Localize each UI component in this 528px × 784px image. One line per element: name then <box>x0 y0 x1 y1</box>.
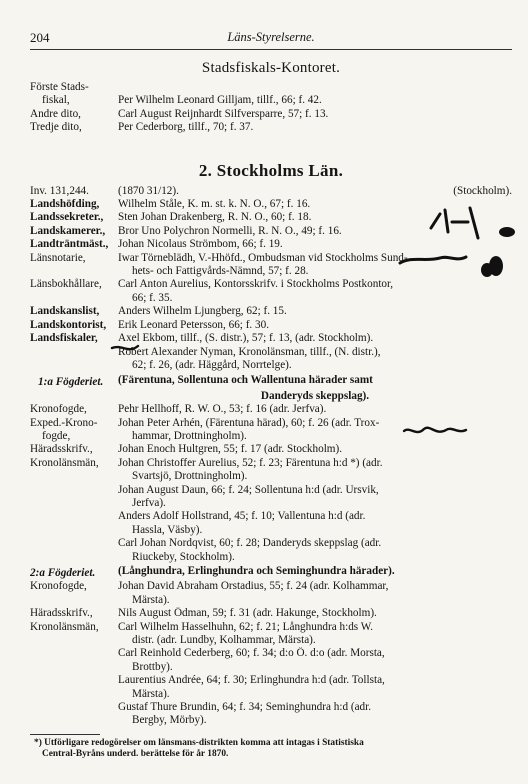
list-item <box>30 714 512 727</box>
document-page <box>30 30 512 760</box>
list-item <box>30 198 512 211</box>
footnote-rule <box>30 734 100 735</box>
list-item <box>30 81 512 94</box>
entry-label: Kronolänsmän, <box>30 620 99 633</box>
entry-label <box>30 510 118 523</box>
entry-text: Anders Adolf Hollstrand, 45; f. 10; Vallentuna h:d (adr. <box>118 510 366 523</box>
entry-label <box>30 594 118 607</box>
entry-label: Länsbokhållare, <box>30 278 102 291</box>
entry-label: Landsfiskaler, <box>30 332 98 345</box>
list-item <box>30 647 512 660</box>
list-item <box>30 430 512 443</box>
inventory-values <box>118 185 512 198</box>
entry-label: Förste Stads- <box>30 81 89 93</box>
entry-text: Riuckeby, Stockholm). <box>132 550 235 563</box>
fogderi1-districts: (Färentuna, Sollentuna och Wallentuna härader samt <box>118 374 373 387</box>
entry-text: Johan Peter Arhén, (Färentuna härad), 60; f. 26 (adr. Trox- <box>118 416 380 429</box>
entry-label <box>30 484 118 497</box>
entry-label <box>30 674 118 687</box>
entry-label <box>30 470 118 483</box>
list-item <box>30 278 512 291</box>
entry-text: Gustaf Thure Brundin, 64; f. 34; Seminghundra h:d (adr. <box>118 701 372 714</box>
entry-label <box>30 359 118 372</box>
list-item <box>30 457 512 470</box>
footnote-line-2: Central-Byråns underd. berättelse för år 1870. <box>42 748 229 759</box>
entry-text: Johan August Daun, 66; f. 24; Sollentuna h:d (adr. Ursvik, <box>118 483 379 496</box>
stockholms-lan-list <box>30 198 512 372</box>
list-item <box>30 121 512 134</box>
entry-text: Axel Ekbom, tillf., (S. distr.), 57; f. 13, (adr. Stockholm). <box>118 332 374 345</box>
section-title-stadsfiskal: Stadsfiskals-Kontoret. <box>201 60 341 76</box>
list-item <box>30 252 512 265</box>
entry-text: 66; f. 35. <box>132 291 173 304</box>
entry-text: Märsta). <box>132 593 170 606</box>
list-item <box>30 417 512 430</box>
entry-label: fogde, <box>42 429 71 442</box>
entry-label: Landssekreter., <box>30 211 104 224</box>
entry-text: Nils August Ödman, 59; f. 31 (adr. Hakunge, Stockholm). <box>118 607 377 620</box>
entry-text: Johan David Abraham Orstadius, 55; f. 24 (adr. Kolhammar, <box>118 580 389 593</box>
list-item <box>30 359 512 372</box>
entry-text: Erik Leonard Petersson, 66; f. 30. <box>118 318 269 331</box>
entry-label <box>30 524 118 537</box>
entry-label: Landshöfding, <box>30 198 100 211</box>
entry-label <box>30 647 118 660</box>
entry-label <box>30 701 118 714</box>
entry-text: Carl August Reijnhardt Silfversparre, 57; f. 13. <box>118 107 329 120</box>
page-number: 204 <box>30 30 50 45</box>
fogderi1-title: 1:a Fögderiet. <box>38 376 104 389</box>
entry-text: Johan Christoffer Aurelius, 52; f. 23; Färentuna h:d *) (adr. <box>118 456 383 469</box>
entry-label: Häradsskrifv., <box>30 443 93 456</box>
fogderi1-districts-cont: Danderyds skeppslag). <box>260 389 370 402</box>
stadsfiskal-list <box>30 81 512 135</box>
fogderi2-heading <box>30 565 512 580</box>
entry-text: Anders Wilhelm Ljungberg, 62; f. 15. <box>118 305 287 318</box>
list-item <box>30 510 512 523</box>
entry-text: hets- och Fattigvårds-Nämnd, 57; f. 28. <box>132 265 309 278</box>
section-title-stockholms-lan: 2. Stockholms Län. <box>198 160 344 180</box>
inventory-label: Inv. 131,244. <box>30 184 89 197</box>
entry-label <box>30 537 118 550</box>
entry-text: Carl Wilhelm Hasselhuhn, 62; f. 21; Långhundra h:ds W. <box>118 620 374 633</box>
entry-text: Carl Johan Nordqvist, 60; f. 28; Danderyds skeppslag (adr. <box>118 537 382 550</box>
entry-label: Landskontorist, <box>30 318 107 331</box>
list-item <box>30 621 512 634</box>
list-item <box>30 701 512 714</box>
list-item <box>30 497 512 510</box>
list-item <box>30 403 512 416</box>
list-item <box>30 524 512 537</box>
entry-label <box>30 292 118 305</box>
footnote-line-1: *) Utförligare redogörelser om länsmans-distrikten komma att intagas i Statistiska <box>34 737 364 748</box>
entry-text: Sten Johan Drakenberg, R. N. O., 60; f. 18. <box>118 211 312 224</box>
fogderi2-title: 2:a Fögderiet. <box>30 567 96 579</box>
entry-label <box>30 714 118 727</box>
list-item <box>30 332 512 345</box>
list-item <box>30 94 512 107</box>
list-item <box>30 607 512 620</box>
running-header <box>30 30 512 46</box>
entry-text: Johan Nicolaus Strömbom, 66; f. 19. <box>118 238 283 251</box>
list-item <box>30 443 512 456</box>
entry-label: Exped.-Krono- <box>30 416 98 429</box>
entry-label: fiskal, <box>42 94 70 107</box>
entry-label: Andre dito, <box>30 107 81 120</box>
list-item <box>30 265 512 278</box>
fogderi2-list <box>30 580 512 727</box>
entry-text: Svartsjö, Drottningholm). <box>132 470 248 483</box>
entry-text: 62; f. 26, (adr. Häggård, Norrtelge). <box>132 358 292 371</box>
entry-label <box>30 688 118 701</box>
list-item <box>30 594 512 607</box>
inventory-date: (1870 31/12). <box>118 184 179 197</box>
entry-text: distr. (adr. Lundby, Kolhammar, Märsta). <box>132 634 316 647</box>
running-title: Läns-Styrelserne. <box>227 30 315 44</box>
list-item <box>30 470 512 483</box>
inventory-place: (Stockholm). <box>453 184 512 197</box>
entry-text: Brottby). <box>132 660 173 673</box>
entry-label: Landskanslist, <box>30 305 100 318</box>
entry-label: Tredje dito, <box>30 121 82 134</box>
list-item <box>30 108 512 121</box>
entry-text: Märsta). <box>132 687 170 700</box>
list-item <box>30 537 512 550</box>
entry-label <box>30 497 118 510</box>
list-item <box>30 661 512 674</box>
entry-label <box>30 551 118 564</box>
entry-text: Per Cederborg, tillf., 70; f. 37. <box>118 121 254 134</box>
list-item <box>30 225 512 238</box>
entry-text: Per Wilhelm Leonard Gilljam, tillf., 66; f. 42. <box>118 94 322 107</box>
entry-label <box>30 265 118 278</box>
entry-text <box>118 81 512 94</box>
fogderi1-heading <box>30 374 512 389</box>
entry-text: Iwar Törneblädh, V.-Hhöfd., Ombudsman vid Stockholms Sund- <box>118 251 408 264</box>
entry-text: Johan Enoch Hultgren, 55; f. 17 (adr. Stockholm). <box>118 443 343 456</box>
list-item <box>30 674 512 687</box>
entry-label: Länsnotarie, <box>30 251 86 264</box>
entry-text: Pehr Hellhoff, R. W. O., 53; f. 16 (adr. Jerfva). <box>118 403 327 416</box>
entry-text: Laurentius Andrée, 64; f. 30; Erlinghundra h:d (adr. Tollsta, <box>118 674 385 687</box>
entry-label: Kronolänsmän, <box>30 456 99 469</box>
entry-label: Kronofogde, <box>30 403 87 416</box>
inventory-line <box>30 185 512 198</box>
header-rule <box>30 49 512 50</box>
entry-label <box>30 634 118 647</box>
list-item <box>30 551 512 564</box>
list-item <box>30 292 512 305</box>
fogderi1-list <box>30 403 512 564</box>
entry-label: Landträntmäst., <box>30 238 109 251</box>
footnote <box>30 738 512 760</box>
entry-text: Bergby, Mörby). <box>132 714 207 727</box>
entry-text: Hassla, Väsby). <box>132 523 203 536</box>
spacer <box>30 390 118 403</box>
list-item <box>30 319 512 332</box>
list-item <box>30 484 512 497</box>
list-item <box>30 688 512 701</box>
list-item <box>30 305 512 318</box>
fogderi2-districts: (Långhundra, Erlinghundra och Seminghundra härader). <box>118 565 395 577</box>
entry-label <box>30 346 118 359</box>
list-item <box>30 346 512 359</box>
entry-text: Carl Anton Aurelius, Kontorsskrifv. i Stockholms Postkontor, <box>118 278 394 291</box>
fogderi1-heading-cont <box>30 390 512 403</box>
entry-label: Häradsskrifv., <box>30 607 93 620</box>
entry-label: Kronofogde, <box>30 580 87 593</box>
entry-text: Carl Reinhold Cederberg, 60; f. 34; d:o Ö. d:o (adr. Morsta, <box>118 647 385 660</box>
entry-text: Jerfva). <box>132 496 166 509</box>
entry-text: Wilhelm Ståle, K. m. st. k. N. O., 67; f. 16. <box>118 198 311 211</box>
entry-text: Bror Uno Polychron Normelli, R. N. O., 49; f. 16. <box>118 224 342 237</box>
list-item <box>30 211 512 224</box>
list-item <box>30 634 512 647</box>
entry-text: Robert Alexander Nyman, Kronolänsman, tillf., (N. distr.), <box>118 345 381 358</box>
entry-label: Landskamerer., <box>30 224 106 237</box>
list-item <box>30 238 512 251</box>
list-item <box>30 580 512 593</box>
entry-text: hammar, Drottningholm). <box>132 429 247 442</box>
entry-label <box>30 661 118 674</box>
